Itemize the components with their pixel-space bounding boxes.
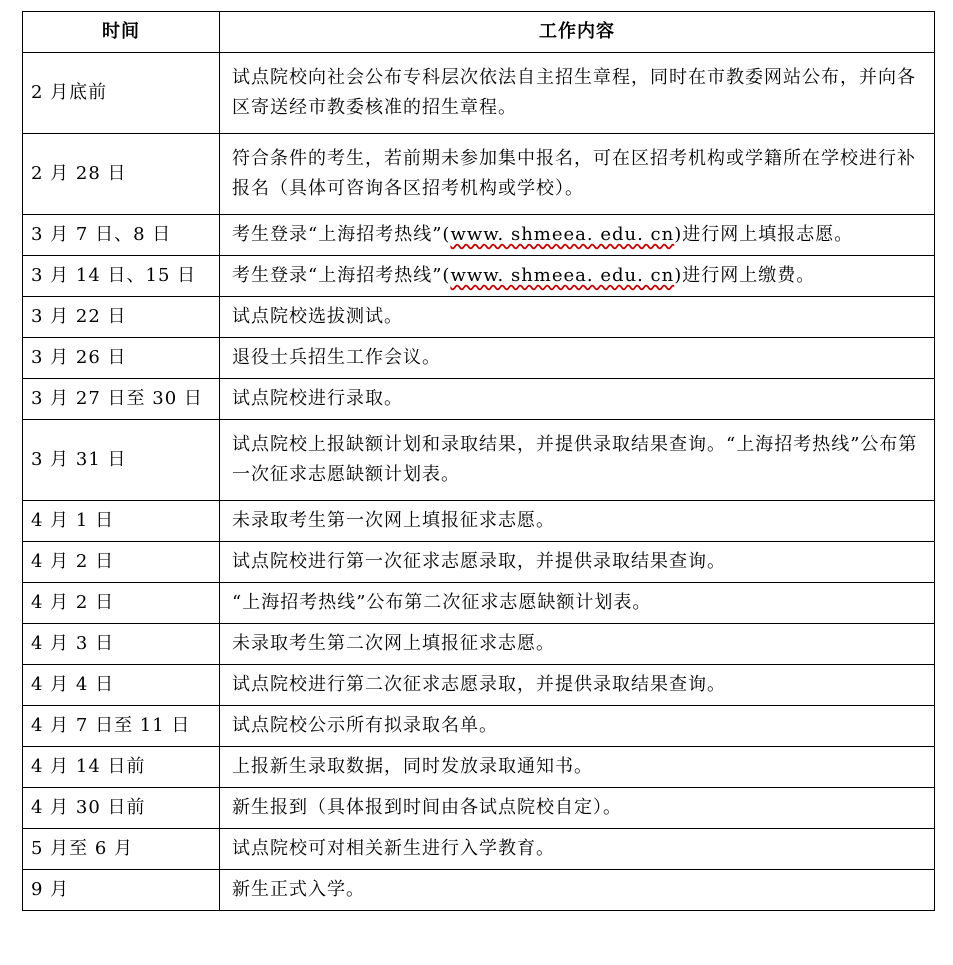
table-row: [23, 338, 935, 379]
time-cell: 3 月 27 日至 30 日: [23, 379, 220, 420]
work-text: 试点院校上报缺额计划和录取结果，并提供录取结果查询。“上海招考热线”公布第一次征求志愿缺额计划表。: [232, 434, 918, 485]
schedule-table: [22, 11, 935, 911]
work-text: 符合条件的考生，若前期未参加集中报名，可在区招考机构或学籍所在学校进行补报名（具体可咨询各区招考机构或学校）。: [232, 148, 916, 199]
table-row: [23, 501, 935, 542]
work-cell: [220, 747, 935, 788]
time-cell: 4 月 30 日前: [23, 788, 220, 829]
work-text: 未录取考生第二次网上填报征求志愿。: [232, 633, 555, 654]
time-cell: 3 月 22 日: [23, 297, 220, 338]
table-row: [23, 542, 935, 583]
work-text: 试点院校选拔测试。: [232, 306, 403, 327]
work-cell: [220, 870, 935, 911]
work-text: 考生登录“上海招考热线”(: [232, 265, 451, 286]
work-cell: [220, 706, 935, 747]
time-cell: 2 月底前: [23, 53, 220, 134]
work-cell: [220, 583, 935, 624]
schedule-body: [23, 53, 935, 911]
time-cell: 4 月 4 日: [23, 665, 220, 706]
table-row: [23, 870, 935, 911]
table-row: [23, 256, 935, 297]
work-text-suffix: )进行网上缴费。: [674, 265, 816, 286]
time-cell: 4 月 1 日: [23, 501, 220, 542]
table-row: [23, 215, 935, 256]
work-cell: [220, 379, 935, 420]
time-cell: 3 月 7 日、8 日: [23, 215, 220, 256]
work-cell: [220, 256, 935, 297]
table-row: [23, 420, 935, 501]
work-text: 试点院校公示所有拟录取名单。: [232, 715, 498, 736]
work-text: 新生正式入学。: [232, 879, 365, 900]
time-cell: 4 月 3 日: [23, 624, 220, 665]
table-row: [23, 665, 935, 706]
table-row: [23, 706, 935, 747]
work-text: 上报新生录取数据，同时发放录取通知书。: [232, 756, 593, 777]
table-row: [23, 297, 935, 338]
work-text-suffix: )进行网上填报志愿。: [674, 224, 854, 245]
website-link[interactable]: www. shmeea. edu. cn: [450, 265, 675, 286]
work-cell: [220, 134, 935, 215]
time-cell: 3 月 14 日、15 日: [23, 256, 220, 297]
work-text: 试点院校向社会公布专科层次依法自主招生章程，同时在市教委网站公布，并向各区寄送经市教委核准的招生章程。: [232, 67, 916, 118]
work-text: 试点院校进行录取。: [232, 388, 403, 409]
work-cell: [220, 53, 935, 134]
work-cell: [220, 829, 935, 870]
time-cell: 3 月 31 日: [23, 420, 220, 501]
work-text: 退役士兵招生工作会议。: [232, 347, 441, 368]
work-text: “上海招考热线”公布第二次征求志愿缺额计划表。: [232, 592, 652, 613]
header-work: 工作内容: [220, 12, 935, 53]
table-row: [23, 747, 935, 788]
time-cell: 3 月 26 日: [23, 338, 220, 379]
work-cell: [220, 297, 935, 338]
table-row: [23, 379, 935, 420]
work-cell: [220, 542, 935, 583]
table-row: [23, 583, 935, 624]
work-cell: [220, 501, 935, 542]
table-row: [23, 829, 935, 870]
work-text: 试点院校进行第二次征求志愿录取，并提供录取结果查询。: [232, 674, 726, 695]
work-text: 试点院校进行第一次征求志愿录取，并提供录取结果查询。: [232, 551, 726, 572]
time-cell: 4 月 2 日: [23, 583, 220, 624]
time-cell: 5 月至 6 月: [23, 829, 220, 870]
work-cell: [220, 215, 935, 256]
work-cell: [220, 665, 935, 706]
header-row: [23, 12, 935, 53]
work-cell: [220, 420, 935, 501]
work-cell: [220, 788, 935, 829]
time-cell: 2 月 28 日: [23, 134, 220, 215]
table-row: [23, 53, 935, 134]
time-cell: 4 月 2 日: [23, 542, 220, 583]
table-row: [23, 624, 935, 665]
work-text: 试点院校可对相关新生进行入学教育。: [232, 838, 555, 859]
work-text: 新生报到（具体报到时间由各试点院校自定）。: [232, 797, 622, 818]
work-text: 未录取考生第一次网上填报征求志愿。: [232, 510, 555, 531]
work-cell: [220, 338, 935, 379]
time-cell: 9 月: [23, 870, 220, 911]
header-time: 时间: [23, 12, 220, 53]
work-cell: [220, 624, 935, 665]
table-row: [23, 134, 935, 215]
work-text: 考生登录“上海招考热线”(: [232, 224, 451, 245]
website-link[interactable]: www. shmeea. edu. cn: [450, 224, 675, 245]
time-cell: 4 月 14 日前: [23, 747, 220, 788]
time-cell: 4 月 7 日至 11 日: [23, 706, 220, 747]
table-row: [23, 788, 935, 829]
